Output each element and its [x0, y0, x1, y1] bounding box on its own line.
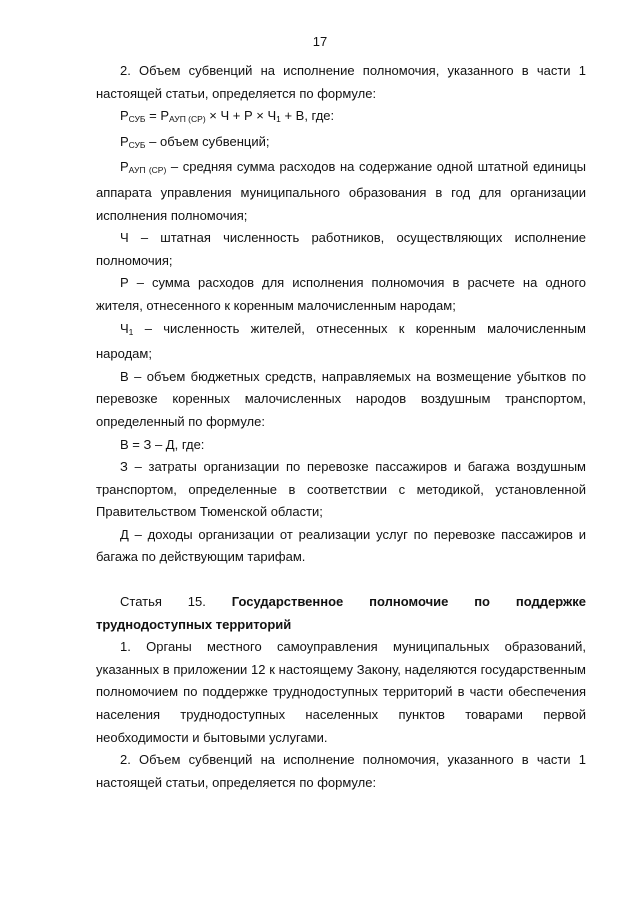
definition-z: З – затраты организации по перевозке пассажиров и багажа воздушным транспортом, определенные в соответствии с методикой, установленной Правительством Тюменской области;: [96, 459, 586, 520]
definition-ch1: $Ч_1$ – численность жителей, отнесенных к коренным малочисленным народам;: [96, 320, 586, 362]
document-body: [96, 60, 586, 794]
formula-v: В = З – Д, где:: [120, 436, 205, 452]
definition-paup: $P_{АУП (СР)}$ – средняя сумма расходов на содержание одной штатной единицы аппарата управления муниципального образования в год для организации исполнения полномочия;: [96, 159, 586, 223]
article-heading-line1: [96, 591, 586, 614]
article-title-word1: Государственное: [231, 594, 344, 610]
spacer: [96, 569, 586, 591]
article-number: 15.: [187, 594, 206, 610]
article-word: Статья: [120, 594, 162, 610]
article-title-word2: полномочие: [369, 594, 449, 610]
definition-r: Р – сумма расходов для исполнения полномочия в расчете на одного жителя, отнесенного к коренным малочисленным народам;: [96, 275, 586, 313]
article-heading: [96, 591, 586, 636]
definition-ch: Ч – штатная численность работников, осуществляющих исполнение полномочия;: [96, 230, 586, 268]
paragraph-subvention-volume: 2. Объем субвенций на исполнение полномочия, указанного в части 1 настоящей статьи, определяется по формуле:: [96, 63, 586, 101]
definition-psub: $P_{СУБ}$ – объем субвенций;: [120, 133, 270, 150]
article-title-word3: по: [474, 594, 490, 610]
page-number: 17: [312, 34, 328, 49]
definition-v: В – объем бюджетных средств, направляемых на возмещение убытков по перевозке коренных малочисленных народов воздушным транспортом, определенный по формуле:: [96, 368, 586, 429]
article-paragraph-1: 1. Органы местного самоуправления муниципальных образований, указанных в приложении 12 к настоящему Закону, наделяются государственным полномочием по поддержке труднодоступных территорий в части обеспечения населения труднодоступных населенных пунктов товарами первой необходимости и бытовыми услугами.: [96, 639, 586, 745]
article-paragraph-2: 2. Объем субвенций на исполнение полномочия, указанного в части 1 настоящей статьи, определяется по формуле:: [96, 752, 586, 790]
definition-d: Д – доходы организации от реализации услуг по перевозке пассажиров и багажа по действующим тарифам.: [96, 526, 586, 565]
formula-subvention: $P_{СУБ} = P_{АУП (СР)} \times Ч + Р \times Ч_1 + В$, где:: [120, 108, 335, 125]
article-heading-line2: труднодоступных территорий: [96, 616, 292, 632]
article-title-word4: поддержке: [515, 594, 586, 610]
